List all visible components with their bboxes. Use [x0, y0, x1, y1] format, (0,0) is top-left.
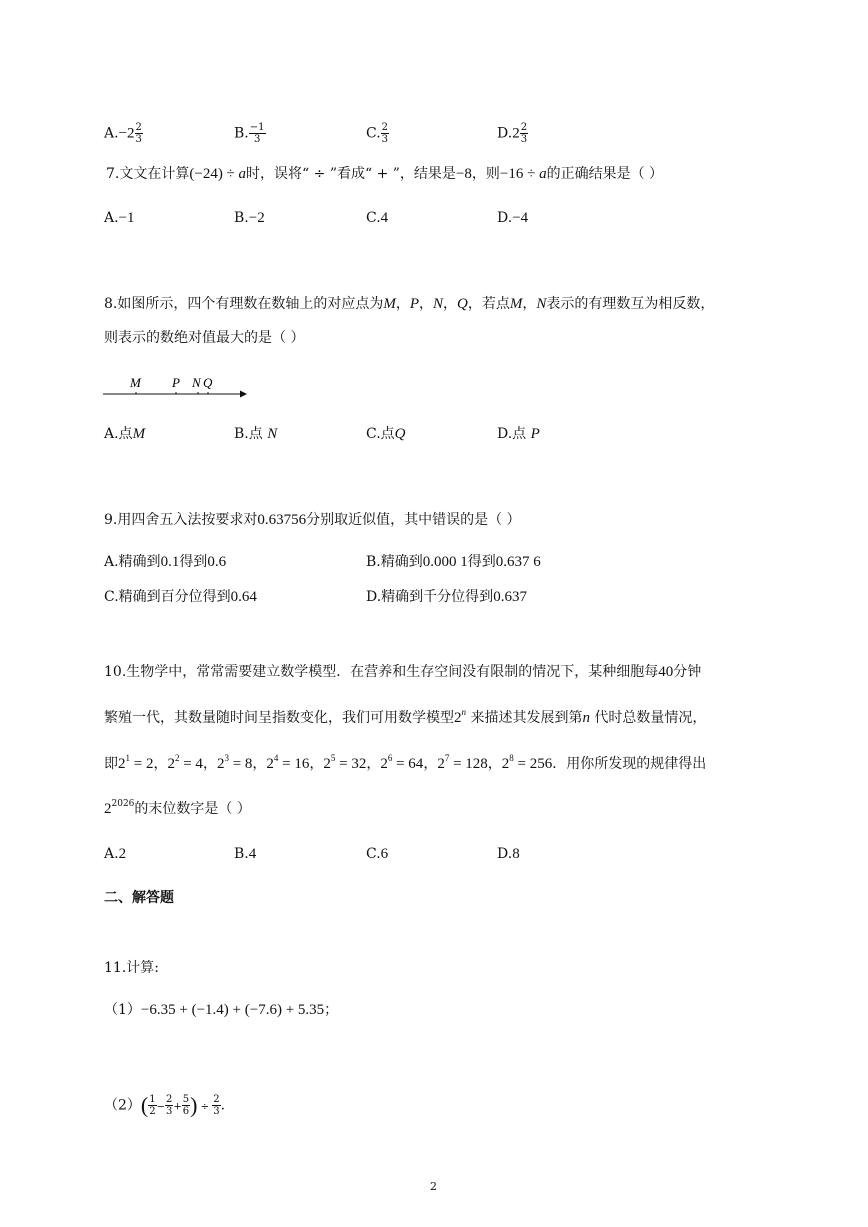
- q10-option-b: B.4: [234, 846, 257, 862]
- q9-option-d: D.精确到千分位得到0.637: [366, 589, 527, 605]
- q10-option-c: C.6: [366, 846, 389, 862]
- section-heading: 二、解答题: [104, 890, 174, 906]
- q11-title: 11.计算:: [104, 960, 159, 976]
- q8-question-line1: 8.如图所示，四个有理数在数轴上的对应点为M，P，N，Q，若点M，N表示的有理数互为相反数，: [104, 296, 715, 312]
- axis-label-m: M: [130, 375, 141, 390]
- number-line-diagram: [100, 372, 250, 402]
- q9-question: 9.用四舍五入法按要求对0.63756分别取近似值，其中错误的是（ ）: [104, 512, 521, 528]
- q10-line1: 10.生物学中，常常需要建立数学模型．在营养和生存空间没有限制的情况下，某种细胞每40分钟: [104, 664, 702, 680]
- q11-part2: （2）( $\frac{1}{2}$ − $\frac{2}{3}$ + $\frac{5}{6}$ ) ÷ $\frac{2}{3}$ .: [104, 1092, 226, 1118]
- q7-option-b: B.−2: [234, 210, 265, 226]
- axis-label-q: Q: [203, 375, 213, 390]
- q7-option-c: C.4: [366, 210, 389, 226]
- q6-option-d: D.2 $\frac{2}{3}$: [497, 122, 528, 145]
- q10-option-a: A.2: [104, 846, 127, 862]
- page-number: 2: [430, 1180, 437, 1193]
- q7-option-a: A.−1: [104, 210, 135, 226]
- q8-question-line2: 则表示的数绝对值最大的是（ ）: [104, 330, 305, 346]
- q8-option-d: D.点 P: [497, 426, 540, 442]
- q10-line2: 繁殖一代，其数量随时间呈指数变化，我们可用数学模型2$^n$ 来描述其发展到第n 代时总数量情况，: [104, 707, 707, 726]
- q9-option-a: A.精确到0.1得到0.6: [104, 554, 227, 570]
- q8-option-c: C.点Q: [366, 426, 406, 442]
- q11-part1: （1）−6.35 + (−1.4) + (−7.6) + 5.35；: [104, 1002, 339, 1018]
- q10-line3: 即$2^1 = 2$，$2^2 = 4$，$2^3 = 8$，$2^4 = 16$，$2^5 = 32$，$2^6 = 64$，$2^7 = 128$，$2^8 = 256$．用你所发现的规律得出: [104, 753, 707, 772]
- q6-option-b: B. $\frac{-1}{3}$: [234, 122, 265, 145]
- q8-option-b: B.点 N: [234, 426, 278, 442]
- q10-option-d: D.8: [497, 846, 520, 862]
- q7-question: 7.文文在计算(−24) ÷ a时，误将“ ÷ ”看成“ + ”，结果是−8，则−16 ÷ a的正确结果是（ ）: [106, 166, 664, 182]
- q8-option-a: A.点M: [104, 426, 146, 442]
- q9-option-b: B.精确到0.000 1得到0.637 6: [366, 554, 541, 570]
- q10-line4: $2^{2026}$的末位数字是（ ）: [104, 799, 251, 817]
- axis-label-p: P: [172, 375, 180, 390]
- axis-label-n: N: [192, 375, 201, 390]
- q9-option-c: C.精确到百分位得到0.64: [104, 589, 257, 605]
- q6-option-a: A.−2 $\frac{2}{3}$: [104, 122, 142, 145]
- q6-option-c: C. $\frac{2}{3}$: [366, 122, 389, 145]
- q7-option-d: D.−4: [497, 210, 529, 226]
- number-line-arrow: [240, 391, 247, 398]
